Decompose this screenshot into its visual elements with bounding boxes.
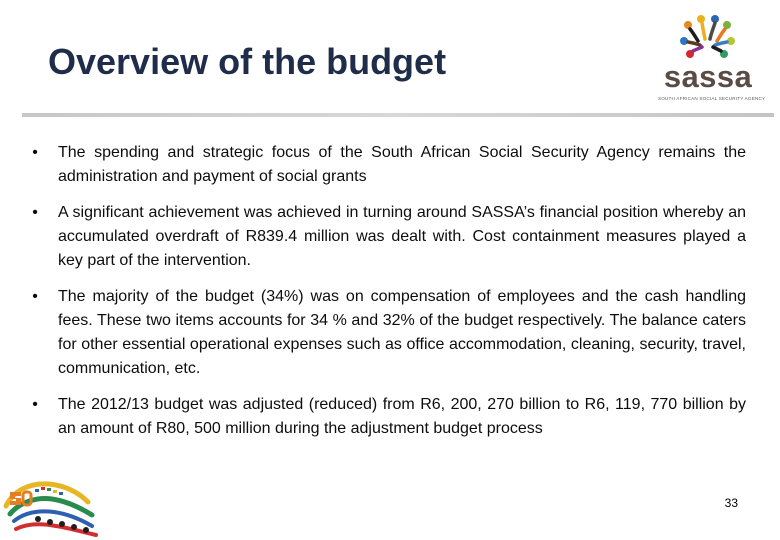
- bullet-marker: •: [32, 396, 38, 413]
- sassa-logo: [648, 14, 768, 108]
- page-number: 33: [724, 496, 738, 510]
- bullet-text: The 2012/13 budget was adjusted (reduced) from R6, 200, 270 billion to R6, 119, 770 billion by an amount of R80, 500 million during the adjustment budget process: [58, 396, 746, 437]
- bullet-text: A significant achievement was achieved in turning around SASSA’s financial position whereby an accumulated overdraft of R839.4 million was dealt with. Cost containment measures played a key part of the intervention.: [58, 204, 746, 269]
- bullet-marker: •: [32, 288, 38, 305]
- logo-tagline: SOUTH AFRICAN SOCIAL SECURITY AGENCY: [658, 96, 766, 101]
- twenty-years-freedom-logo: [2, 472, 114, 538]
- list-item: [28, 141, 746, 189]
- title-divider: [22, 113, 774, 117]
- slide-title: Overview of the budget: [48, 41, 447, 82]
- bullet-marker: •: [32, 144, 38, 161]
- bullet-marker: •: [32, 204, 38, 221]
- logo-wordmark: sassa: [663, 59, 753, 94]
- sassa-hands-icon: [674, 14, 740, 64]
- bullet-text: The majority of the budget (34%) was on compensation of employees and the cash handling fees. These two items accounts for 34 % and 32% of the budget respectively. The balance caters for other essential operational expenses such as office accommodation, cleaning, security, travel, communication, etc.: [58, 288, 746, 377]
- list-item: [28, 393, 746, 441]
- bullet-text: The spending and strategic focus of the South African Social Security Agency remains the administration and payment of social grants: [58, 144, 746, 185]
- list-item: [28, 201, 746, 273]
- list-item: [28, 285, 746, 381]
- bullet-list: [28, 141, 746, 453]
